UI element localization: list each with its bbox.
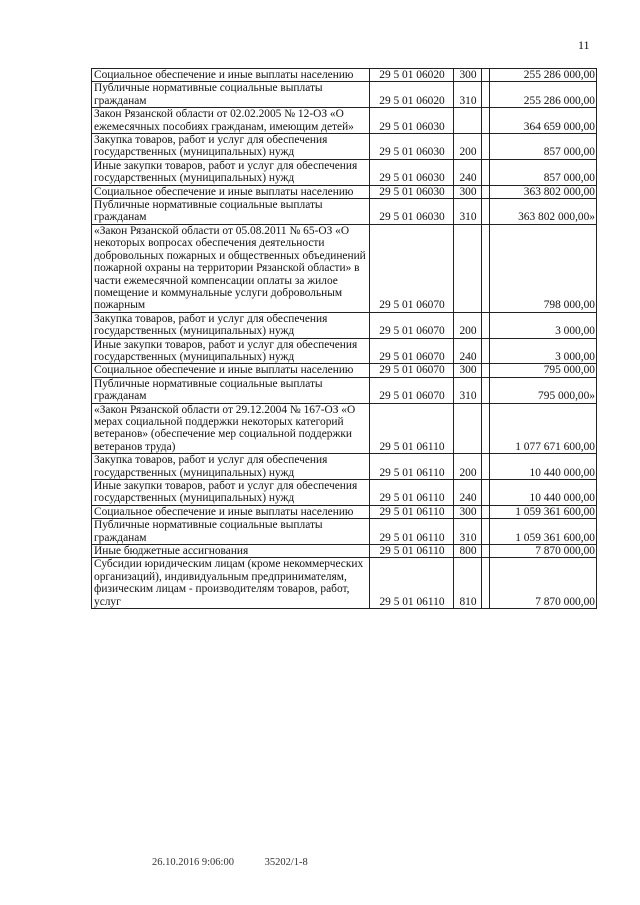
row-name: Закупка товаров, работ и услуг для обеспечения государственных (муниципальных) нужд <box>92 134 370 160</box>
row-name: Закон Рязанской области от 02.02.2005 № 12-ОЗ «О ежемесячных пособиях гражданам, имеющим детей» <box>92 108 370 134</box>
row-sum: 1 059 361 600,00 <box>490 519 597 545</box>
table-row <box>92 558 597 609</box>
row-name: Социальное обеспечение и иные выплаты населению <box>92 69 370 82</box>
row-code: 29 5 01 06110 <box>370 480 454 506</box>
row-name: Социальное обеспечение и иные выплаты населению <box>92 364 370 377</box>
table-row <box>92 224 597 312</box>
table-row <box>92 108 597 134</box>
row-name: Социальное обеспечение и иные выплаты населению <box>92 185 370 198</box>
row-name: Иные закупки товаров, работ и услуг для обеспечения государственных (муниципальных) нужд <box>92 338 370 364</box>
table-row <box>92 69 597 82</box>
footer-timestamp: 26.10.2016 9:06:00 <box>152 857 234 868</box>
row-expense-type: 310 <box>454 82 482 108</box>
page-number: 11 <box>578 38 590 52</box>
row-spacer <box>482 338 490 364</box>
row-expense-type: 310 <box>454 377 482 403</box>
row-name: Субсидии юридическим лицам (кроме некоммерческих организаций), индивидуальным предпринимателям, физическим лицам - производителям товаров, работ, услуг <box>92 558 370 609</box>
table-row <box>92 338 597 364</box>
row-sum: 857 000,00 <box>490 134 597 160</box>
row-code: 29 5 01 06110 <box>370 454 454 480</box>
row-code: 29 5 01 06030 <box>370 108 454 134</box>
row-code: 29 5 01 06020 <box>370 69 454 82</box>
table-row <box>92 480 597 506</box>
row-expense-type: 810 <box>454 558 482 609</box>
row-spacer <box>482 185 490 198</box>
row-code: 29 5 01 06070 <box>370 364 454 377</box>
row-expense-type: 800 <box>454 545 482 558</box>
row-spacer <box>482 224 490 312</box>
row-sum: 363 802 000,00 <box>490 185 597 198</box>
table-row <box>92 185 597 198</box>
row-sum: 3 000,00 <box>490 338 597 364</box>
row-sum: 7 870 000,00 <box>490 558 597 609</box>
row-spacer <box>482 519 490 545</box>
row-name: Публичные нормативные социальные выплаты гражданам <box>92 82 370 108</box>
row-spacer <box>482 69 490 82</box>
row-sum: 1 077 671 600,00 <box>490 403 597 454</box>
row-sum: 1 059 361 600,00 <box>490 505 597 518</box>
row-spacer <box>482 364 490 377</box>
row-name: Публичные нормативные социальные выплаты гражданам <box>92 519 370 545</box>
row-expense-type: 310 <box>454 519 482 545</box>
row-spacer <box>482 558 490 609</box>
row-code: 29 5 01 06070 <box>370 224 454 312</box>
row-sum: 3 000,00 <box>490 312 597 338</box>
row-spacer <box>482 82 490 108</box>
table-row <box>92 403 597 454</box>
row-spacer <box>482 199 490 225</box>
table-row <box>92 545 597 558</box>
row-expense-type: 200 <box>454 134 482 160</box>
row-spacer <box>482 312 490 338</box>
table-row <box>92 377 597 403</box>
row-sum: 364 659 000,00 <box>490 108 597 134</box>
row-sum: 255 286 000,00 <box>490 82 597 108</box>
row-code: 29 5 01 06030 <box>370 159 454 185</box>
row-code: 29 5 01 06110 <box>370 558 454 609</box>
row-spacer <box>482 377 490 403</box>
budget-table <box>91 68 597 609</box>
row-code: 29 5 01 06110 <box>370 403 454 454</box>
table-row <box>92 199 597 225</box>
row-name: Публичные нормативные социальные выплаты гражданам <box>92 377 370 403</box>
row-name: «Закон Рязанской области от 29.12.2004 № 167-ОЗ «О мерах социальной поддержки некоторых категорий ветеранов» (обеспечение мер социальной поддержки ветеранов труда) <box>92 403 370 454</box>
row-spacer <box>482 108 490 134</box>
row-expense-type: 300 <box>454 185 482 198</box>
row-name: Закупка товаров, работ и услуг для обеспечения государственных (муниципальных) нужд <box>92 454 370 480</box>
table-row <box>92 134 597 160</box>
table-row <box>92 159 597 185</box>
row-expense-type: 240 <box>454 159 482 185</box>
row-expense-type: 240 <box>454 480 482 506</box>
row-sum: 255 286 000,00 <box>490 69 597 82</box>
footer <box>152 857 336 868</box>
row-code: 29 5 01 06030 <box>370 199 454 225</box>
row-expense-type: 240 <box>454 338 482 364</box>
table-row <box>92 519 597 545</box>
row-name: Иные бюджетные ассигнования <box>92 545 370 558</box>
row-code: 29 5 01 06110 <box>370 545 454 558</box>
row-sum: 10 440 000,00 <box>490 480 597 506</box>
row-code: 29 5 01 06070 <box>370 312 454 338</box>
row-spacer <box>482 134 490 160</box>
row-expense-type <box>454 224 482 312</box>
row-expense-type <box>454 403 482 454</box>
row-expense-type <box>454 108 482 134</box>
row-sum: 7 870 000,00 <box>490 545 597 558</box>
row-spacer <box>482 505 490 518</box>
row-code: 29 5 01 06070 <box>370 338 454 364</box>
row-code: 29 5 01 06030 <box>370 185 454 198</box>
row-name: «Закон Рязанской области от 05.08.2011 № 65-ОЗ «О некоторых вопросах обеспечения деятельности добровольных пожарных и общественных объединений пожарной охраны на территории Рязанской области» в части ежемесячной компенсации оплаты за жилое помещение и коммунальные услуги добровольным пожарным <box>92 224 370 312</box>
table-row <box>92 312 597 338</box>
row-spacer <box>482 480 490 506</box>
row-code: 29 5 01 06110 <box>370 505 454 518</box>
row-expense-type: 200 <box>454 312 482 338</box>
row-sum: 798 000,00 <box>490 224 597 312</box>
row-code: 29 5 01 06110 <box>370 519 454 545</box>
row-name: Публичные нормативные социальные выплаты гражданам <box>92 199 370 225</box>
table-row <box>92 454 597 480</box>
footer-doc-id: 35202/1-8 <box>264 857 308 868</box>
row-spacer <box>482 454 490 480</box>
row-spacer <box>482 403 490 454</box>
row-name: Иные закупки товаров, работ и услуг для обеспечения государственных (муниципальных) нужд <box>92 480 370 506</box>
row-expense-type: 310 <box>454 199 482 225</box>
row-expense-type: 300 <box>454 364 482 377</box>
table-row <box>92 505 597 518</box>
row-code: 29 5 01 06020 <box>370 82 454 108</box>
row-expense-type: 300 <box>454 69 482 82</box>
row-sum: 795 000,00 <box>490 364 597 377</box>
row-sum: 857 000,00 <box>490 159 597 185</box>
row-code: 29 5 01 06070 <box>370 377 454 403</box>
row-sum: 795 000,00» <box>490 377 597 403</box>
budget-table-body <box>92 69 597 609</box>
row-name: Закупка товаров, работ и услуг для обеспечения государственных (муниципальных) нужд <box>92 312 370 338</box>
row-spacer <box>482 159 490 185</box>
row-sum: 363 802 000,00» <box>490 199 597 225</box>
row-expense-type: 300 <box>454 505 482 518</box>
table-row <box>92 82 597 108</box>
row-sum: 10 440 000,00 <box>490 454 597 480</box>
row-expense-type: 200 <box>454 454 482 480</box>
row-code: 29 5 01 06030 <box>370 134 454 160</box>
row-spacer <box>482 545 490 558</box>
table-row <box>92 364 597 377</box>
row-name: Иные закупки товаров, работ и услуг для обеспечения государственных (муниципальных) нужд <box>92 159 370 185</box>
row-name: Социальное обеспечение и иные выплаты населению <box>92 505 370 518</box>
